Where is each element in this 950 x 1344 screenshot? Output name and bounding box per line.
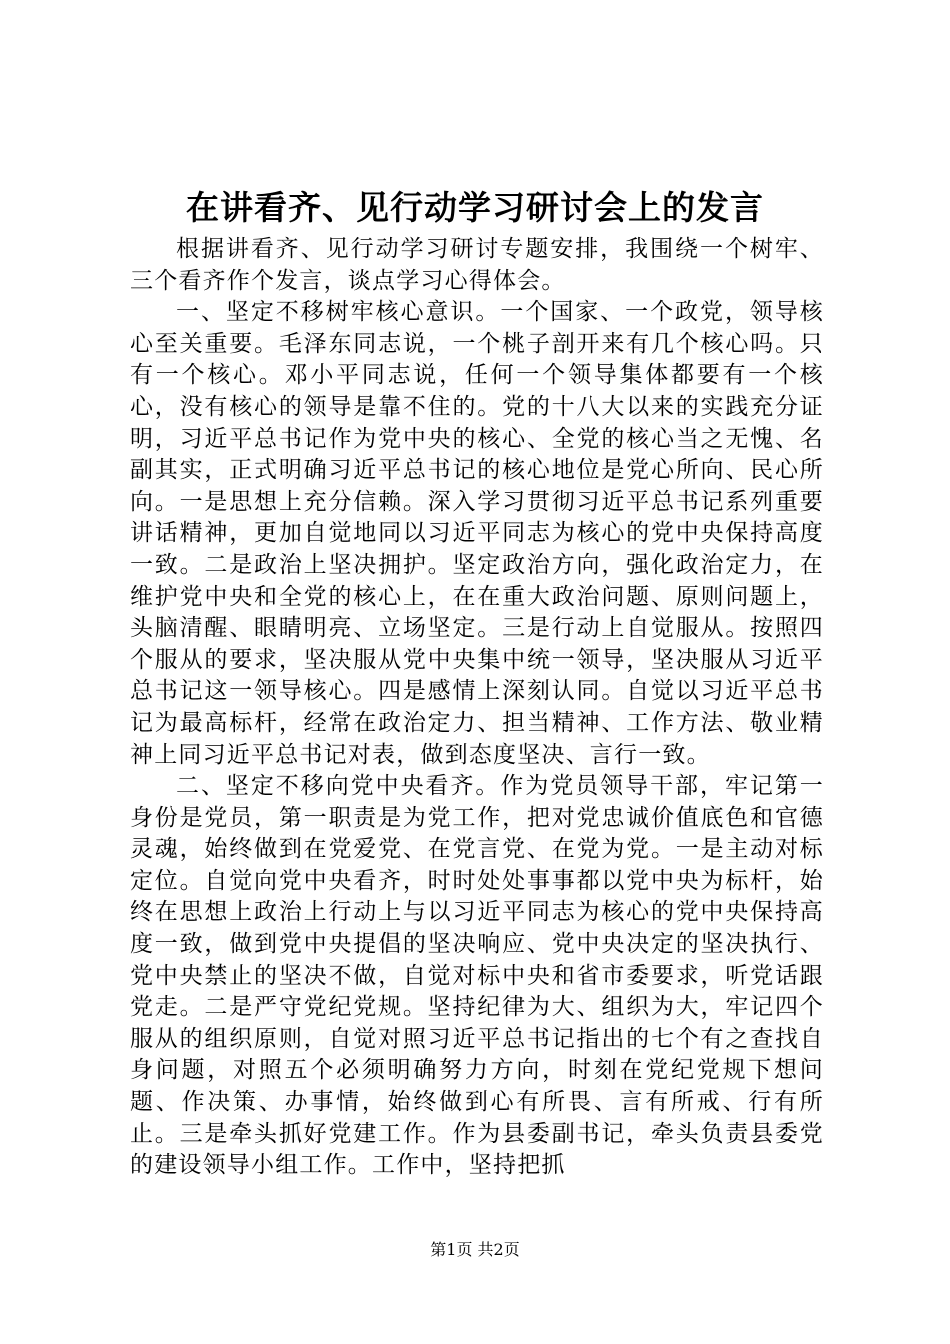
paragraph-section-two: 二、坚定不移向党中央看齐。作为党员领导干部，牢记第一身份是党员，第一职责是为党工作，把对党忠诚价值底色和官德灵魂，始终做到在党爱党、在党言党、在党为党。一是主动对标定位。自觉向党中央看齐，时时处处事事都以党中央为标杆，始终在思想上政治上行动上与以习近平同志为核心的党中央保持高度一致，做到党中央提倡的坚决响应、党中央决定的坚决执行、党中央禁止的坚决不做，自觉对标中央和省市委要求，听党话跟党走。二是严守党纪党规。坚持纪律为大、组织为大，牢记四个服从的组织原则，自觉对照习近平总书记指出的七个有之查找自身问题，对照五个必须明确努力方向，时刻在党纪党规下想问题、作决策、办事情，始终做到心有所畏、言有所戒、行有所止。三是牵头抓好党建工作。作为县委副书记，牵头负责县委党的建设领导小组工作。工作中，坚持把抓 xyxy=(130,773,824,1179)
paragraph-intro: 根据讲看齐、见行动学习研讨专题安排，我围绕一个树牢、三个看齐作个发言，谈点学习心得体会。 xyxy=(130,236,824,294)
document-title: 在讲看齐、见行动学习研讨会上的发言 xyxy=(186,188,764,227)
paragraph-section-one: 一、坚定不移树牢核心意识。一个国家、一个政党，领导核心至关重要。毛泽东同志说，一个桃子剖开来有几个核心吗。只有一个核心。邓小平同志说，任何一个领导集体都要有一个核心，没有核心的领导是靠不住的。党的十八大以来的实践充分证明，习近平总书记作为党中央的核心、全党的核心当之无愧、名副其实，正式明确习近平总书记的核心地位是党心所向、民心所向。一是思想上充分信赖。深入学习贯彻习近平总书记系列重要讲话精神，更加自觉地同以习近平同志为核心的党中央保持高度一致。二是政治上坚决拥护。坚定政治方向，强化政治定力，在维护党中央和全党的核心上，在在重大政治问题、原则问题上，头脑清醒、眼睛明亮、立场坚定。三是行动上自觉服从。按照四个服从的要求，坚决服从党中央集中统一领导，坚决服从习近平总书记这一领导核心。四是感情上深刻认同。自觉以习近平总书记为最高标杆，经常在政治定力、担当精神、工作方法、敬业精神上同习近平总书记对表，做到态度坚决、言行一致。 xyxy=(130,299,824,768)
page-number-footer: 第1页 共2页 xyxy=(430,1240,520,1259)
document-body xyxy=(130,234,824,1182)
